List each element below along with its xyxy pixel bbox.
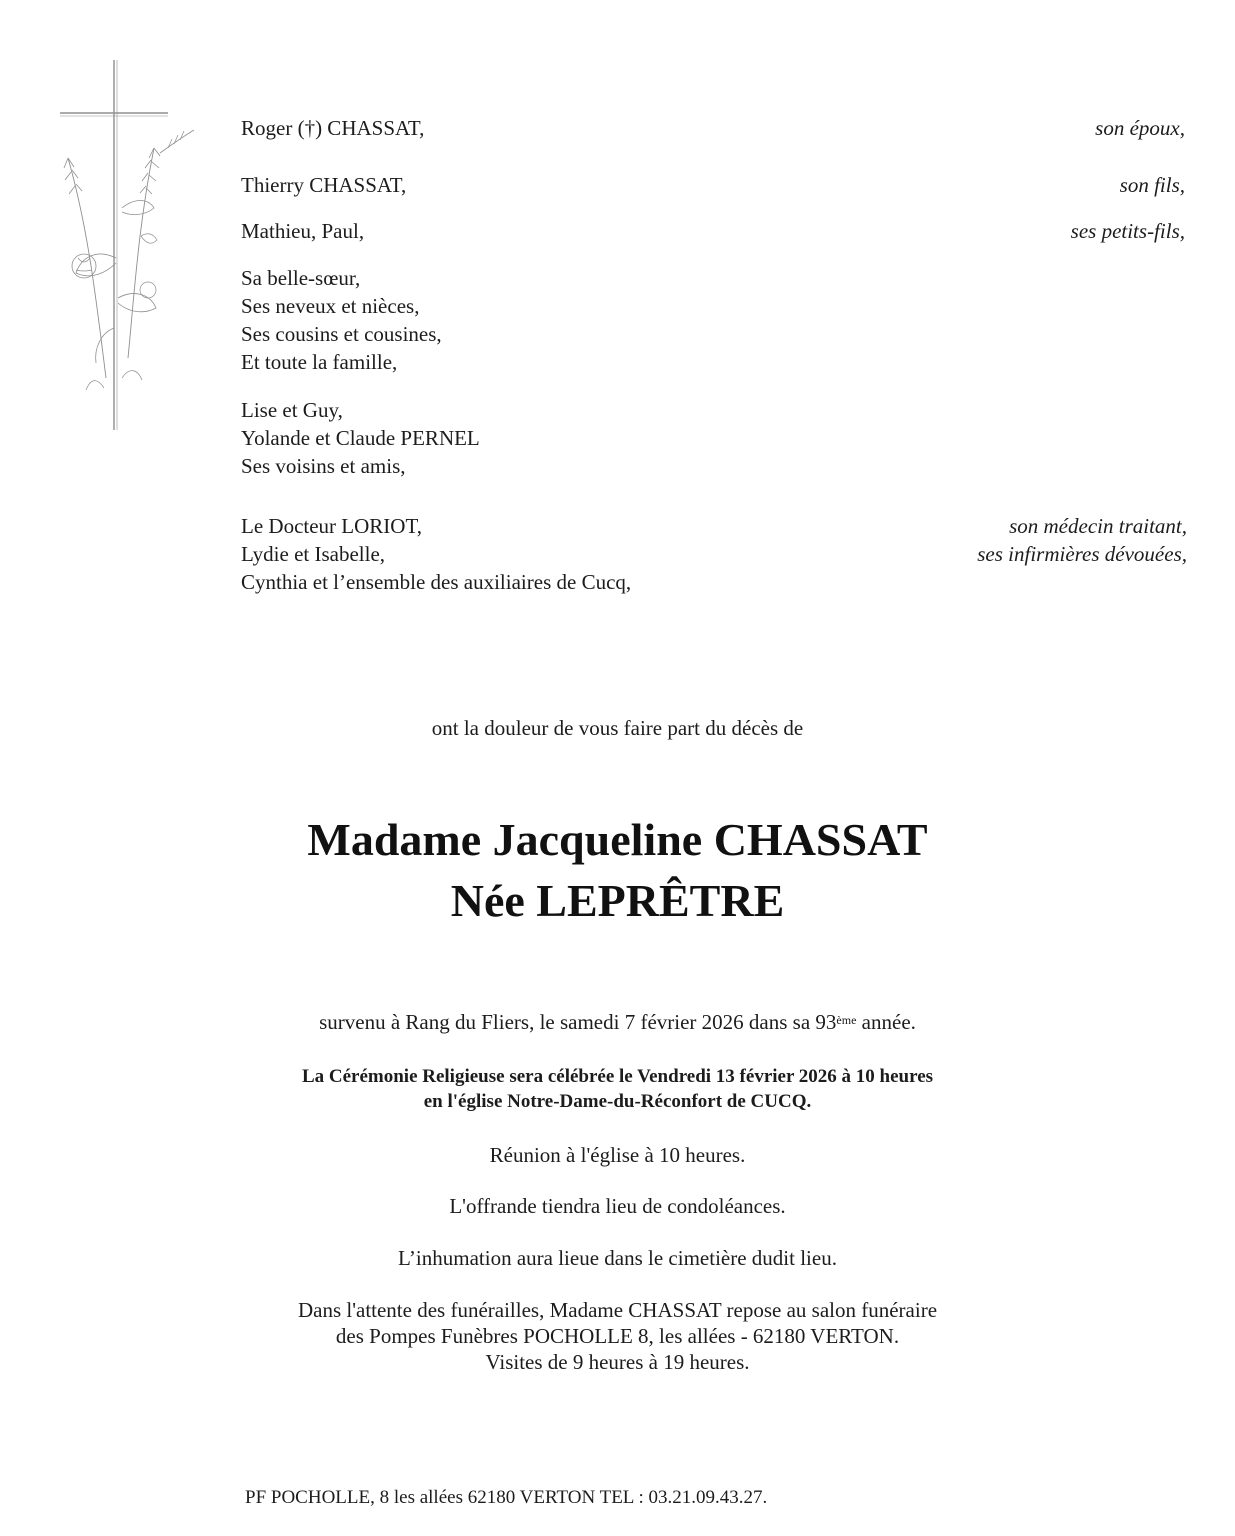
family-extended-group: [241, 264, 442, 376]
offering-info: L'offrande tiendra lieu de condoléances.: [449, 1194, 786, 1218]
family-member-husband: Roger (†) CHASSAT,: [241, 116, 425, 140]
death-details: [0, 1009, 1235, 1035]
family-relation-husband: son époux,: [1095, 116, 1185, 140]
gathering-info: Réunion à l'église à 10 heures.: [489, 1143, 746, 1167]
ceremony-details: [0, 1064, 1235, 1114]
family-line: Ses voisins et amis,: [241, 454, 406, 478]
info-line: des Pompes Funèbres POCHOLLE 8, les allées - 62180 VERTON.: [335, 1324, 900, 1348]
family-line: Le Docteur LORIOT,: [241, 514, 422, 538]
family-relation-son: son fils,: [1119, 173, 1185, 197]
family-line: Ses cousins et cousines,: [241, 322, 442, 346]
death-text-end: année.: [856, 1010, 916, 1034]
announcement-intro: ont la douleur de vous faire part du décès de: [431, 716, 804, 740]
family-line: Ses neveux et nièces,: [241, 294, 420, 318]
caregivers-group: [241, 512, 631, 596]
info-line: Dans l'attente des funérailles, Madame CHASSAT repose au salon funéraire: [297, 1298, 938, 1322]
relation-line: ses infirmières dévouées,: [977, 542, 1187, 566]
ordinal-suffix: ème: [836, 1013, 857, 1027]
ceremony-line: en l'église Notre-Dame-du-Réconfort de CUCQ.: [423, 1091, 812, 1112]
death-text: survenu à Rang du Fliers, le samedi 7 février 2026 dans sa 93: [319, 1010, 837, 1034]
info-line: Visites de 9 heures à 19 heures.: [485, 1350, 750, 1374]
family-line: Yolande et Claude PERNEL: [241, 426, 480, 450]
footer-contact: PF POCHOLLE, 8 les allées 62180 VERTON TEL : 03.21.09.43.27.: [245, 1487, 768, 1508]
family-member-grandsons: Mathieu, Paul,: [241, 219, 365, 243]
relation-line: son médecin traitant,: [1009, 514, 1187, 538]
family-relation-grandsons: ses petits-fils,: [1070, 219, 1185, 243]
cross-with-wheat-icon: [56, 58, 201, 433]
deceased-maiden-name: Née LEPRÊTRE: [450, 875, 785, 926]
family-line: Lydie et Isabelle,: [241, 542, 386, 566]
family-line: Lise et Guy,: [241, 398, 343, 422]
funeral-home-info: [0, 1297, 1235, 1375]
burial-info: L’inhumation aura lieue dans le cimetière dudit lieu.: [398, 1246, 837, 1270]
ceremony-line: La Cérémonie Religieuse sera célébrée le Vendredi 13 février 2026 à 10 heures: [301, 1066, 934, 1087]
family-line: Sa belle-sœur,: [241, 266, 361, 290]
deceased-name: Madame Jacqueline CHASSAT: [307, 814, 928, 865]
caregivers-relations: [977, 512, 1187, 568]
friends-group: [241, 396, 480, 480]
family-member-son: Thierry CHASSAT,: [241, 173, 407, 197]
family-line: Et toute la famille,: [241, 350, 398, 374]
family-line: Cynthia et l’ensemble des auxiliaires de Cucq,: [241, 570, 632, 594]
